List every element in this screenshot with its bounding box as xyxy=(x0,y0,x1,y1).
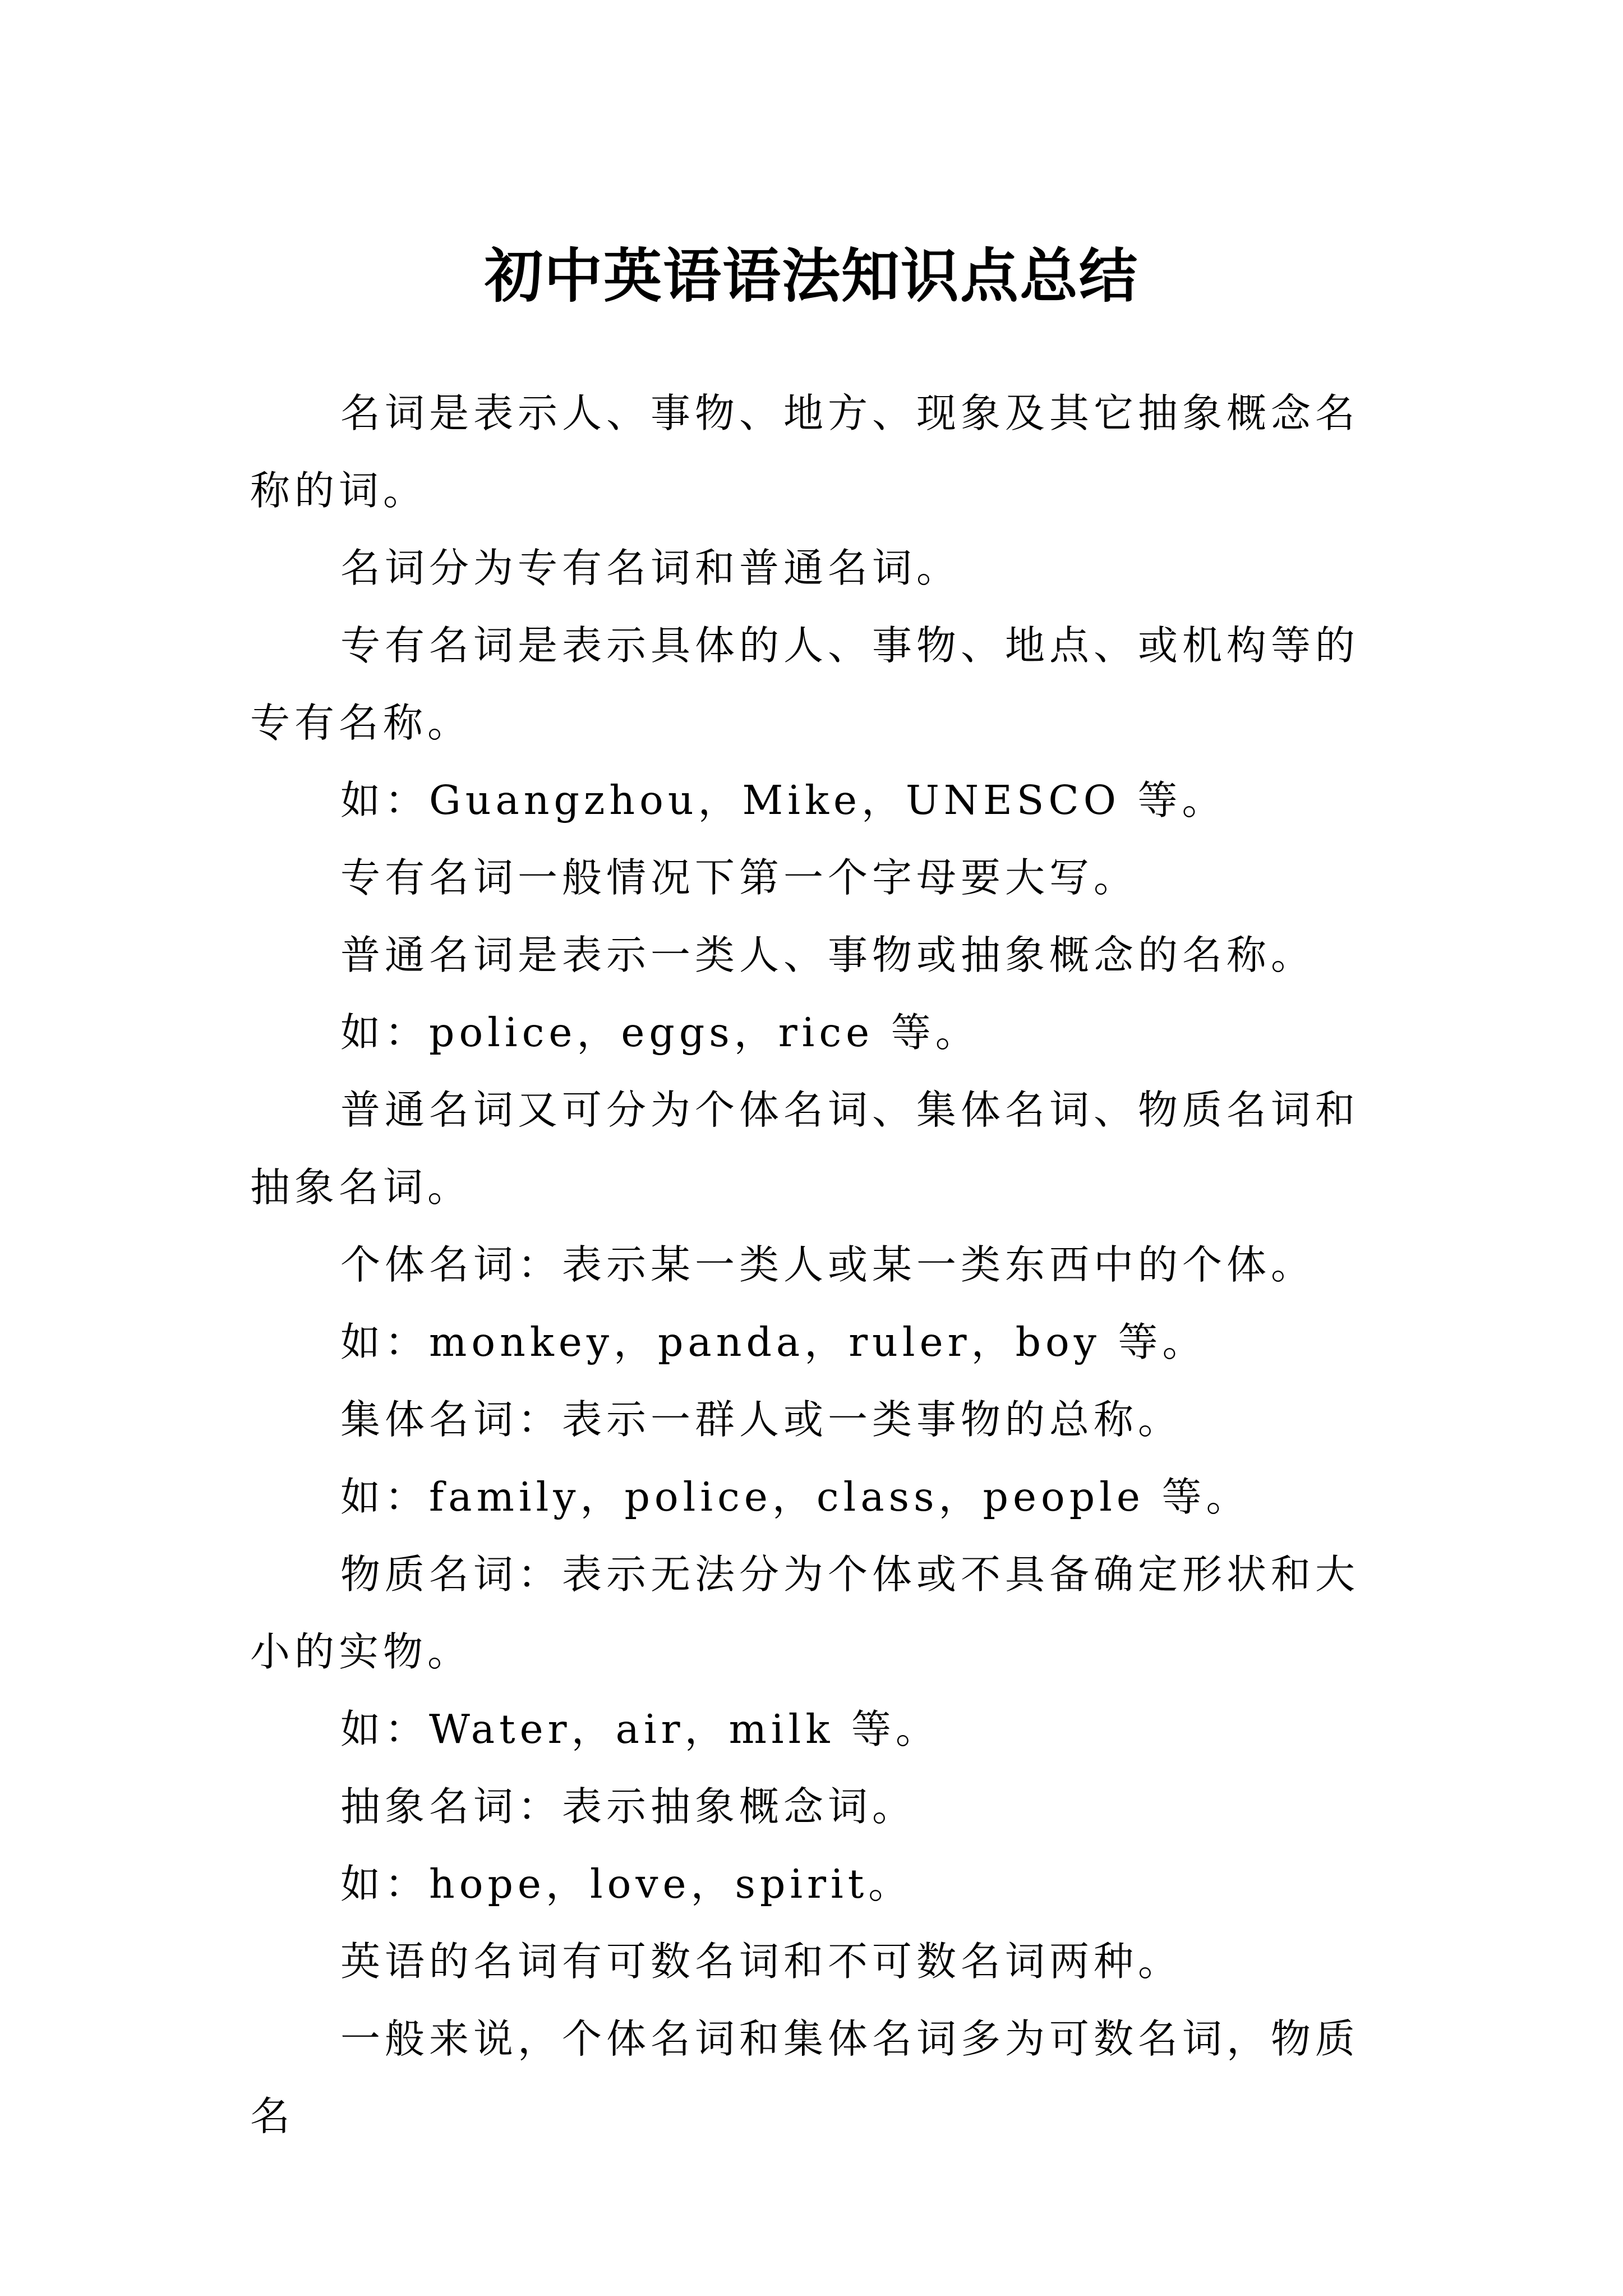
document-title: 初中英语语法知识点总结 xyxy=(484,241,1138,310)
paragraph: 名词是表示人、事物、地方、现象及其它抽象概念名称的词。 xyxy=(250,390,1360,514)
paragraph: 个体名词：表示某一类人或某一类东西中的个体。 xyxy=(340,1241,1316,1288)
paragraph: 专有名词是表示具体的人、事物、地点、或机构等的专有名称。 xyxy=(250,622,1360,746)
paragraph: 普通名词是表示一类人、事物或抽象概念的名称。 xyxy=(340,932,1316,978)
paragraph: 如：Water，air，milk 等。 xyxy=(340,1706,940,1752)
paragraph: 英语的名词有可数名词和不可数名词两种。 xyxy=(340,1938,1183,1985)
paragraph: 集体名词：表示一群人或一类事物的总称。 xyxy=(340,1396,1183,1443)
paragraph: 如：police，eggs，rice 等。 xyxy=(340,1009,980,1056)
paragraph: 如：Guangzhou，Mike，UNESCO 等。 xyxy=(340,777,1227,823)
document-body xyxy=(250,375,1389,2155)
paragraph: 如：hope，love，spirit。 xyxy=(340,1861,913,1907)
paragraph: 物质名词：表示无法分为个体或不具备确定形状和大小的实物。 xyxy=(250,1551,1360,1675)
paragraph: 名词分为专有名词和普通名词。 xyxy=(340,545,961,591)
paragraph: 抽象名词：表示抽象概念词。 xyxy=(340,1783,917,1830)
paragraph: 专有名词一般情况下第一个字母要大写。 xyxy=(340,854,1138,901)
paragraph: 如：monkey，panda，ruler，boy 等。 xyxy=(340,1319,1207,1365)
paragraph: 如：family，police，class，people 等。 xyxy=(340,1474,1251,1520)
paragraph: 一般来说，个体名词和集体名词多为可数名词，物质名 xyxy=(250,2016,1360,2139)
paragraph: 普通名词又可分为个体名词、集体名词、物质名词和抽象名词。 xyxy=(250,1087,1360,1211)
